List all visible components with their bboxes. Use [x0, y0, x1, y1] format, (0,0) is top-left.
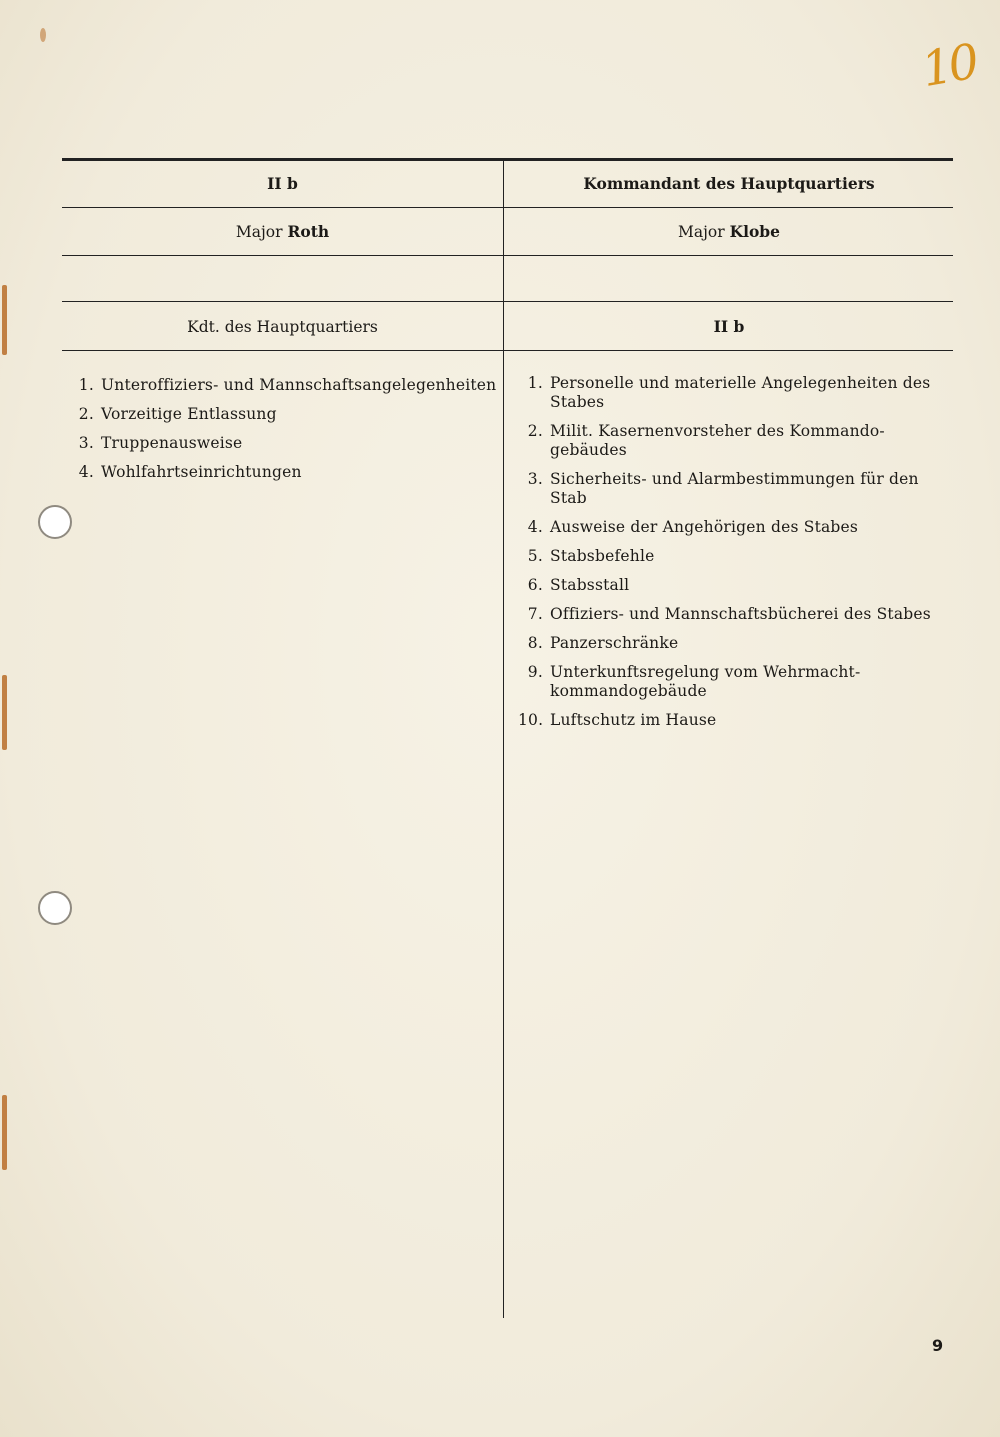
- item-text: Vorzeitige Entlassung: [101, 405, 277, 423]
- item-number: 4.: [78, 463, 94, 481]
- table-rule: [62, 350, 953, 351]
- item-text: Offiziers- und Mannschaftsbücherei des Stabes: [550, 605, 931, 623]
- item-number: 2.: [78, 405, 94, 423]
- item-text: Truppenausweise: [101, 434, 243, 452]
- item-number: 4.: [527, 518, 543, 536]
- left-column-header: II b: [267, 174, 298, 193]
- item-text: Unterkunftsregelung vom Wehrmacht-kommandogebäude: [550, 663, 861, 700]
- right-person-name: Klobe: [729, 222, 780, 241]
- list-item: [518, 547, 934, 566]
- left-person-rank: Major: [235, 222, 288, 241]
- item-number: 9.: [527, 663, 543, 681]
- right-person: [505, 208, 953, 255]
- item-text: Ausweise der Angehörigen des Stabes: [550, 518, 859, 536]
- table-rule: [62, 301, 953, 302]
- list-item: [518, 518, 934, 537]
- item-text: Personelle und materielle Angelegenheiten des Stabes: [550, 374, 931, 411]
- item-number: 10.: [518, 711, 544, 729]
- list-item: [518, 605, 934, 624]
- item-number: 3.: [527, 470, 543, 488]
- list-item: [74, 434, 499, 453]
- rust-stain: [2, 285, 7, 355]
- item-text: Sicherheits- und Alarmbestimmungen für den Stab: [550, 470, 919, 507]
- item-text: Luftschutz im Hause: [550, 711, 717, 729]
- item-text: Stabsstall: [550, 576, 630, 594]
- handwritten-page-number: 10: [917, 33, 980, 99]
- item-text: Wohlfahrtseinrichtungen: [101, 463, 302, 481]
- list-item: [518, 470, 934, 508]
- punch-hole-lower: [38, 891, 72, 925]
- item-number: 3.: [78, 434, 94, 452]
- list-item: [518, 711, 934, 730]
- list-item: [518, 576, 934, 595]
- item-text: Unteroffiziers- und Mannschaftsangelegenheiten: [101, 376, 497, 394]
- right-person-rank: Major: [678, 222, 730, 241]
- list-item: [518, 422, 934, 460]
- rust-stain: [2, 675, 7, 750]
- item-number: 5.: [527, 547, 543, 565]
- item-text: Panzerschränke: [550, 634, 679, 652]
- right-column-header: Kommandant des Hauptquartiers: [583, 174, 875, 193]
- list-item: [518, 663, 934, 701]
- rust-stain: [2, 1095, 7, 1170]
- left-duties-list: [74, 376, 499, 492]
- page-number: 9: [932, 1336, 944, 1355]
- list-item: [518, 634, 934, 653]
- rust-stain: [40, 28, 46, 42]
- punch-hole-upper: [38, 505, 72, 539]
- right-role: II b: [713, 317, 745, 336]
- right-duties-list: [518, 374, 934, 740]
- item-number: 7.: [527, 605, 543, 623]
- table-rule: [62, 255, 953, 256]
- item-number: 1.: [527, 374, 543, 392]
- list-item: [74, 405, 499, 424]
- list-item: [74, 376, 499, 395]
- column-divider: [503, 158, 504, 1318]
- left-person: [62, 208, 503, 255]
- item-number: 6.: [527, 576, 543, 594]
- list-item: [74, 463, 499, 482]
- item-text: Milit. Kasernenvorsteher des Kommando-gebäudes: [550, 422, 885, 459]
- left-person-name: Roth: [287, 222, 330, 241]
- item-text: Stabsbefehle: [550, 547, 655, 565]
- item-number: 1.: [78, 376, 94, 394]
- item-number: 8.: [527, 634, 543, 652]
- left-role: Kdt. des Hauptquartiers: [187, 317, 378, 336]
- list-item: [518, 374, 934, 412]
- item-number: 2.: [527, 422, 543, 440]
